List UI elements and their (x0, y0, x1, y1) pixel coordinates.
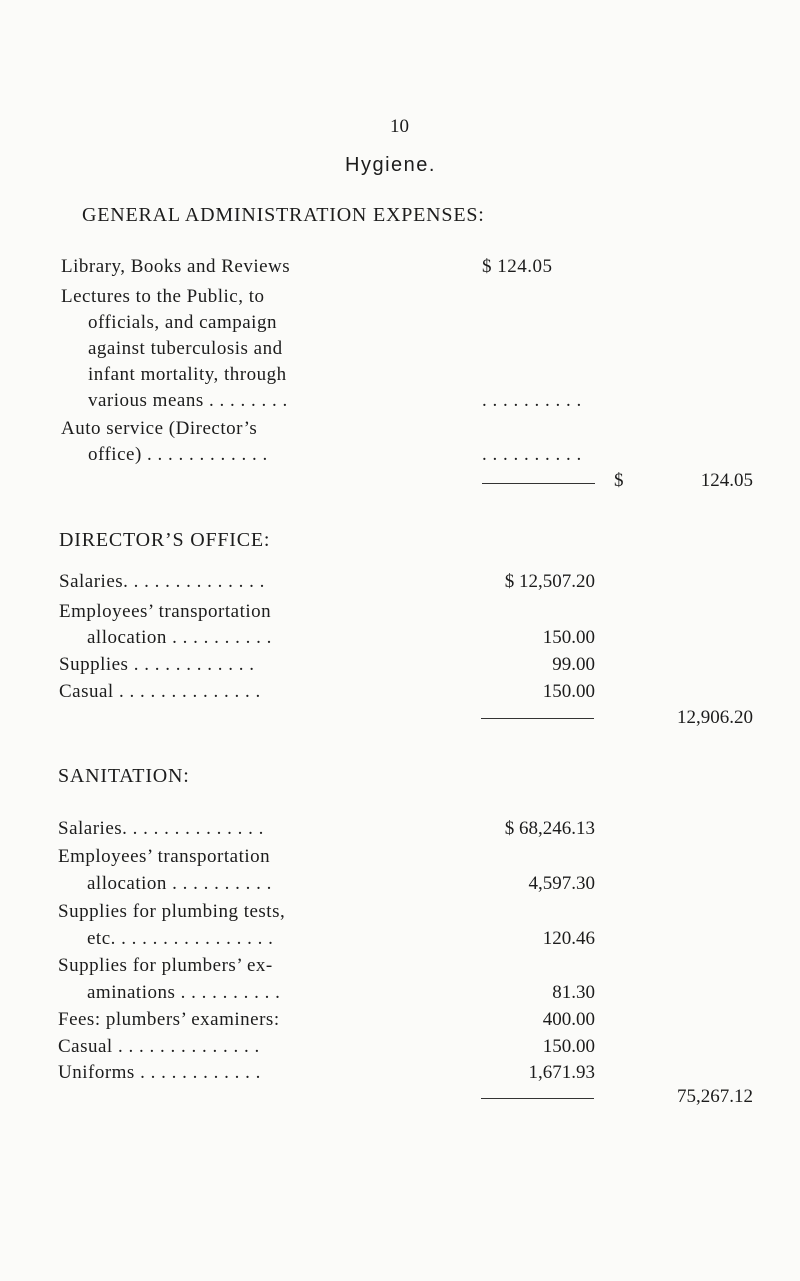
line-item: office) . . . . . . . . . . . . (88, 444, 268, 465)
amount-value: 400.00 (542, 1009, 595, 1030)
amount-leader-dots: . . . . . . . . . . (482, 390, 582, 411)
section-heading-sanitation: SANITATION: (58, 765, 190, 787)
line-item: Salaries. . . . . . . . . . . . . . (58, 818, 264, 839)
line-item: Supplies for plumbing tests, (58, 901, 286, 922)
line-item: Casual . . . . . . . . . . . . . . (59, 681, 261, 702)
page-number: 10 (390, 116, 409, 137)
section-heading-general-admin: GENERAL ADMINISTRATION EXPENSES: (82, 204, 485, 226)
line-item: various means . . . . . . . . (88, 390, 288, 411)
line-item: Casual . . . . . . . . . . . . . . (58, 1036, 260, 1057)
amount-value: 150.00 (542, 681, 595, 702)
amount-value: 99.00 (552, 654, 595, 675)
line-item: aminations . . . . . . . . . . (87, 982, 281, 1003)
subtotal-rule (481, 718, 594, 719)
line-item: Auto service (Director’s (61, 418, 258, 439)
amount-value: 4,597.30 (528, 873, 595, 894)
amount-value: 120.46 (542, 928, 595, 949)
amount-value: 150.00 (542, 1036, 595, 1057)
line-item: allocation . . . . . . . . . . (87, 873, 272, 894)
section-total: 75,267.12 (677, 1086, 753, 1107)
line-item: Employees’ transportation (59, 601, 272, 622)
line-item: etc. . . . . . . . . . . . . . . . (87, 928, 274, 949)
line-item: Supplies . . . . . . . . . . . . (59, 654, 255, 675)
subtotal-rule (481, 1098, 594, 1099)
amount-leader-dots: . . . . . . . . . . (482, 444, 582, 465)
page-title: Hygiene. (345, 154, 436, 176)
line-item: Lectures to the Public, to (61, 286, 265, 307)
amount-value: 81.30 (552, 982, 595, 1003)
amount-value: $ 12,507.20 (504, 571, 595, 592)
amount-value: 150.00 (542, 627, 595, 648)
amount-value: $ 68,246.13 (504, 818, 595, 839)
line-item: allocation . . . . . . . . . . (87, 627, 272, 648)
line-item: Uniforms . . . . . . . . . . . . (58, 1062, 261, 1083)
line-item: Supplies for plumbers’ ex- (58, 955, 273, 976)
line-item: infant mortality, through (88, 364, 287, 385)
line-item: Employees’ transportation (58, 846, 271, 867)
line-item: Salaries. . . . . . . . . . . . . . (59, 571, 265, 592)
section-total: 12,906.20 (677, 707, 753, 728)
section-total: 124.05 (700, 470, 753, 491)
currency-sign: $ (614, 470, 624, 491)
line-item: against tuberculosis and (88, 338, 283, 359)
line-item: Library, Books and Reviews (61, 256, 291, 277)
section-heading-directors-office: DIRECTOR’S OFFICE: (59, 529, 271, 551)
amount-value: 1,671.93 (528, 1062, 595, 1083)
subtotal-rule (482, 483, 595, 484)
line-item: Fees: plumbers’ examiners: (58, 1009, 280, 1030)
amount-value: $ 124.05 (482, 256, 553, 277)
line-item: officials, and campaign (88, 312, 277, 333)
